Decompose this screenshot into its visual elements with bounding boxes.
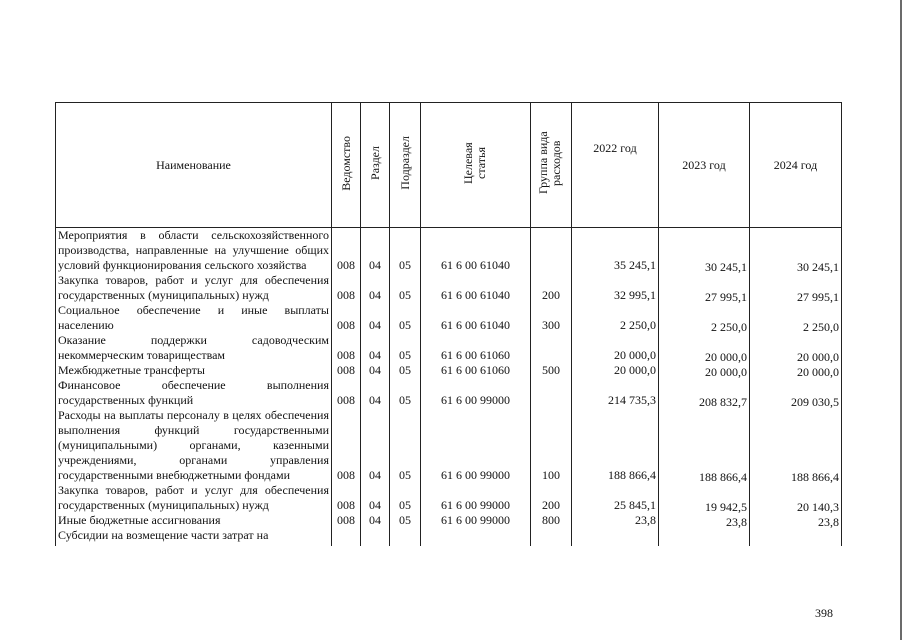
cell-razdel: 04 <box>361 303 390 333</box>
cell-empty <box>390 528 421 546</box>
table-row <box>56 408 842 483</box>
cell-2024: 30 245,1 <box>750 230 842 276</box>
cell-podrazdel: 05 <box>390 333 421 363</box>
cell-gruppa: 500 <box>531 363 572 378</box>
header-vedomstvo: Ведомство <box>332 103 361 228</box>
cell-name: Субсидии на возмещение части затрат на <box>56 528 332 546</box>
header-razdel: Раздел <box>361 103 390 228</box>
header-gruppa-vida-rashodov: Группа вида расходов <box>531 103 572 228</box>
table-row <box>56 273 842 303</box>
cell-razdel: 04 <box>361 513 390 528</box>
cell-razdel: 04 <box>361 408 390 483</box>
cell-gruppa: 200 <box>531 273 572 303</box>
cell-empty <box>659 528 750 546</box>
header-2023: 2023 год <box>659 103 750 228</box>
cell-2022: 35 245,1 <box>572 228 659 274</box>
cell-2022: 20 000,0 <box>572 363 659 378</box>
cell-gruppa: 300 <box>531 303 572 333</box>
cell-vedomstvo: 008 <box>332 228 361 274</box>
cell-podrazdel: 05 <box>390 363 421 378</box>
table-row-continued <box>56 528 842 546</box>
cell-2022: 32 995,1 <box>572 273 659 303</box>
cell-2024: 2 250,0 <box>750 305 842 335</box>
cell-2023: 2 250,0 <box>659 305 750 335</box>
cell-2024: 27 995,1 <box>750 275 842 305</box>
cell-empty <box>750 528 842 546</box>
cell-gruppa: 800 <box>531 513 572 528</box>
cell-tselevaya-statya: 61 6 00 61060 <box>421 363 531 378</box>
cell-2022: 214 735,3 <box>572 378 659 408</box>
cell-podrazdel: 05 <box>390 273 421 303</box>
cell-gruppa: 100 <box>531 408 572 483</box>
cell-vedomstvo: 008 <box>332 378 361 408</box>
cell-2022: 25 845,1 <box>572 483 659 513</box>
cell-name: Закупка товаров, работ и услуг для обеспечения государственных (муниципальных) нужд <box>56 273 332 303</box>
cell-2024: 188 866,4 <box>750 410 842 485</box>
cell-podrazdel: 05 <box>390 408 421 483</box>
cell-razdel: 04 <box>361 363 390 378</box>
cell-gruppa <box>531 378 572 408</box>
cell-gruppa: 200 <box>531 483 572 513</box>
cell-podrazdel: 05 <box>390 483 421 513</box>
cell-2023: 20 000,0 <box>659 335 750 365</box>
cell-2023: 19 942,5 <box>659 485 750 515</box>
cell-empty <box>361 528 390 546</box>
table-row <box>56 363 842 378</box>
cell-2023: 20 000,0 <box>659 365 750 380</box>
header-podrazdel: Подраздел <box>390 103 421 228</box>
cell-vedomstvo: 008 <box>332 483 361 513</box>
cell-2022: 20 000,0 <box>572 333 659 363</box>
cell-tselevaya-statya: 61 6 00 99000 <box>421 483 531 513</box>
cell-2023: 188 866,4 <box>659 410 750 485</box>
cell-vedomstvo: 008 <box>332 513 361 528</box>
cell-podrazdel: 05 <box>390 513 421 528</box>
header-2022: 2022 год <box>572 103 659 228</box>
cell-razdel: 04 <box>361 483 390 513</box>
cell-2023: 208 832,7 <box>659 380 750 410</box>
cell-2024: 23,8 <box>750 515 842 530</box>
cell-name: Социальное обеспечение и иные выплаты населению <box>56 303 332 333</box>
cell-vedomstvo: 008 <box>332 408 361 483</box>
cell-name: Оказание поддержки садоводческим некоммерческим товариществам <box>56 333 332 363</box>
table-row <box>56 228 842 274</box>
cell-tselevaya-statya: 61 6 00 99000 <box>421 408 531 483</box>
cell-2022: 23,8 <box>572 513 659 528</box>
header-name: Наименование <box>56 103 332 228</box>
cell-2023: 30 245,1 <box>659 230 750 276</box>
cell-2024: 209 030,5 <box>750 380 842 410</box>
table-row <box>56 483 842 513</box>
page-edge-line <box>900 0 902 640</box>
budget-table <box>55 102 842 546</box>
cell-2022: 188 866,4 <box>572 408 659 483</box>
cell-razdel: 04 <box>361 228 390 274</box>
cell-2024: 20 140,3 <box>750 485 842 515</box>
cell-name: Межбюджетные трансферты <box>56 363 332 378</box>
cell-tselevaya-statya: 61 6 00 61040 <box>421 228 531 274</box>
cell-2024: 20 000,0 <box>750 365 842 380</box>
cell-tselevaya-statya: 61 6 00 61040 <box>421 273 531 303</box>
table-row <box>56 333 842 363</box>
cell-vedomstvo: 008 <box>332 273 361 303</box>
cell-2023: 23,8 <box>659 515 750 530</box>
header-tselevaya-statya: Целевая статья <box>421 103 531 228</box>
cell-podrazdel: 05 <box>390 303 421 333</box>
cell-razdel: 04 <box>361 273 390 303</box>
page-number: 398 <box>815 606 833 620</box>
cell-name: Финансовое обеспечение выполнения государственных функций <box>56 378 332 408</box>
cell-empty <box>572 528 659 546</box>
cell-gruppa <box>531 228 572 274</box>
cell-2023: 27 995,1 <box>659 275 750 305</box>
cell-podrazdel: 05 <box>390 378 421 408</box>
cell-vedomstvo: 008 <box>332 363 361 378</box>
table-header-row <box>56 103 842 228</box>
cell-razdel: 04 <box>361 378 390 408</box>
table-row <box>56 303 842 333</box>
cell-vedomstvo: 008 <box>332 303 361 333</box>
table-row <box>56 378 842 408</box>
cell-empty <box>421 528 531 546</box>
header-2024: 2024 год <box>750 103 842 228</box>
cell-empty <box>531 528 572 546</box>
cell-empty <box>332 528 361 546</box>
table-row <box>56 513 842 528</box>
cell-tselevaya-statya: 61 6 00 99000 <box>421 378 531 408</box>
cell-tselevaya-statya: 61 6 00 61060 <box>421 333 531 363</box>
cell-gruppa <box>531 333 572 363</box>
cell-name: Закупка товаров, работ и услуг для обеспечения государственных (муниципальных) нужд <box>56 483 332 513</box>
cell-podrazdel: 05 <box>390 228 421 274</box>
cell-tselevaya-statya: 61 6 00 61040 <box>421 303 531 333</box>
cell-razdel: 04 <box>361 333 390 363</box>
cell-name: Расходы на выплаты персоналу в целях обеспечения выполнения функций государственными (муниципальными) органами, казенными учреждениями, органами управления государственными внебюджетными фондами <box>56 408 332 483</box>
cell-vedomstvo: 008 <box>332 333 361 363</box>
cell-name: Иные бюджетные ассигнования <box>56 513 332 528</box>
cell-2024: 20 000,0 <box>750 335 842 365</box>
cell-tselevaya-statya: 61 6 00 99000 <box>421 513 531 528</box>
cell-2022: 2 250,0 <box>572 303 659 333</box>
cell-name: Мероприятия в области сельскохозяйственного производства, направленные на улучшение общих условий функционирования сельского хозяйства <box>56 228 332 274</box>
